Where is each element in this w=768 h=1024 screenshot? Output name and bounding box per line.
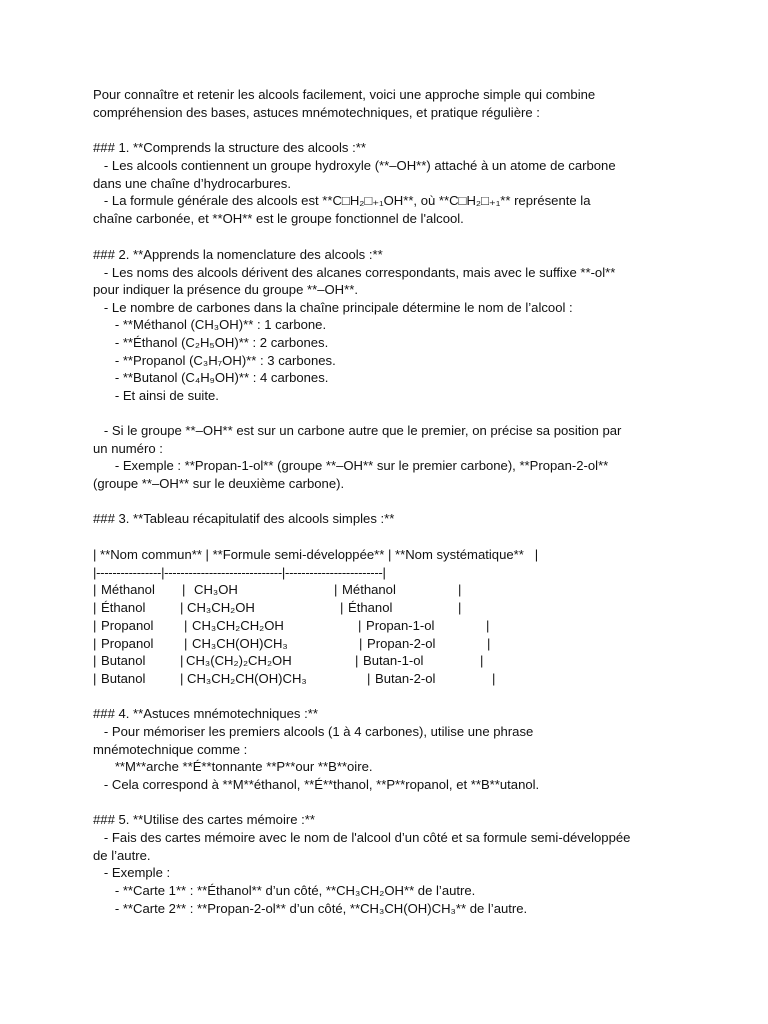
section-1-heading: ### 1. **Comprends la structure des alcools :**: [93, 140, 366, 155]
table-header-line: | **Nom commun** | **Formule semi-développée** | **Nom systématique** |: [93, 547, 539, 562]
table-cell-formule: CH₃OH: [194, 582, 238, 597]
table-cell-nom: Butanol: [101, 671, 146, 686]
section-2-line: - Et ainsi de suite.: [93, 388, 219, 403]
section-2-line: - Si le groupe **–OH** est sur un carbone autre que le premier, on précise sa position par: [93, 423, 622, 438]
section-2-line: - **Propanol (C₃H₇OH)** : 3 carbones.: [93, 353, 336, 368]
section-2-line: - Exemple : **Propan-1-ol** (groupe **–OH** sur le premier carbone), **Propan-2-ol**: [93, 458, 609, 473]
section-1-line: dans une chaîne d’hydrocarbures.: [93, 176, 291, 191]
table-cell-systematique: Méthanol: [342, 582, 396, 597]
table-cell-nom: Méthanol: [101, 582, 155, 597]
table-cell-systematique: Propan-1-ol: [366, 618, 435, 633]
section-2-line: - **Éthanol (C₂H₅OH)** : 2 carbones.: [93, 335, 329, 350]
section-1-line: - Les alcools contiennent un groupe hydroxyle (**–OH**) attaché à un atome de carbone: [93, 158, 616, 173]
table-cell-formule: CH₃CH₂CH₂OH: [192, 618, 284, 633]
section-4-line: mnémotechnique comme :: [93, 742, 248, 757]
section-4-heading: ### 4. **Astuces mnémotechniques :**: [93, 706, 318, 721]
table-cell-formule: CH₃CH₂CH(OH)CH₃: [187, 671, 307, 686]
table-cell-formule: CH₃CH₂OH: [187, 600, 255, 615]
intro-line: compréhension des bases, astuces mnémotechniques, et pratique régulière :: [93, 105, 540, 120]
section-4-line: - Cela correspond à **M**éthanol, **É**thanol, **P**ropanol, et **B**utanol.: [93, 777, 540, 792]
table-cell-systematique: Propan-2-ol: [367, 636, 436, 651]
section-3-heading: ### 3. **Tableau récapitulatif des alcools simples :**: [93, 511, 395, 526]
table-cell-systematique: Éthanol: [348, 600, 393, 615]
table-cell-systematique: Butan-1-ol: [363, 653, 424, 668]
section-5-line: - Exemple :: [93, 865, 171, 880]
section-5-line: - **Carte 2** : **Propan-2-ol** d’un côté, **CH₃CH(OH)CH₃** de l’autre.: [93, 901, 528, 916]
section-4-line: - Pour mémoriser les premiers alcools (1 à 4 carbones), utilise une phrase: [93, 724, 534, 739]
section-5-line: - Fais des cartes mémoire avec le nom de l'alcool d’un côté et sa formule semi-développée: [93, 830, 631, 845]
table-cell-systematique: Butan-2-ol: [375, 671, 436, 686]
table-cell-nom: Propanol: [101, 618, 154, 633]
section-2-line: pour indiquer la présence du groupe **–OH**.: [93, 282, 358, 297]
section-1-line: chaîne carbonée, et **OH** est le groupe fonctionnel de l'alcool.: [93, 211, 464, 226]
section-2-line: - **Butanol (C₄H₉OH)** : 4 carbones.: [93, 370, 329, 385]
section-5-line: - **Carte 1** : **Éthanol** d’un côté, **CH₃CH₂OH** de l’autre.: [93, 883, 476, 898]
table-cell-nom: Butanol: [101, 653, 146, 668]
table-cell-formule: CH₃(CH₂)₂CH₂OH: [186, 653, 292, 668]
section-5-line: de l’autre.: [93, 848, 151, 863]
intro-line: Pour connaître et retenir les alcools facilement, voici une approche simple qui combine: [93, 87, 596, 102]
table-separator-line: |----------------|-----------------------------|------------------------|: [93, 565, 386, 580]
section-2-line: - **Méthanol (CH₃OH)** : 1 carbone.: [93, 317, 327, 332]
section-2-heading: ### 2. **Apprends la nomenclature des alcools :**: [93, 247, 383, 262]
section-2-line: (groupe **–OH** sur le deuxième carbone).: [93, 476, 345, 491]
section-2-line: un numéro :: [93, 441, 163, 456]
section-2-line: - Les noms des alcools dérivent des alcanes correspondants, mais avec le suffixe **-ol**: [93, 265, 616, 280]
section-1-line: - La formule générale des alcools est **C□H₂□₊₁OH**, où **C□H₂□₊₁** représente la: [93, 193, 591, 208]
table-cell-nom: Propanol: [101, 636, 154, 651]
section-2-line: - Le nombre de carbones dans la chaîne principale détermine le nom de l’alcool :: [93, 300, 573, 315]
document-page: Pour connaître et retenir les alcools facilement, voici une approche simple qui combine compréhension des bases, astuces mnémotechniques, et pratique régulière : ### 1. **Comprends la structure des alcools :** - Les alcools contiennent un groupe hydroxyle (**–OH**) attaché à un atome de carbone dans une chaîne d’hydrocarbures. - La formule générale des alcools est **C□H₂□₊₁OH**, où **C□H₂□₊₁** représente la chaîne carbonée, et **OH** est le groupe fonctionnel de l'alcool. ### 2. **Apprends la nomenclature des alcools :** - Les noms des alcools dérivent des alcanes correspondants, mais avec le suffixe **-ol** pour indiquer la présence du groupe **–OH**. - Le nombre de carbones dans la chaîne principale détermine le nom de l’alcool : - **Méthanol (CH₃OH)** : 1 carbone. - **Éthanol (C₂H₅OH)** : 2 carbones. - **Propanol (C₃H₇OH)** : 3 carbones. - **Butanol (C₄H₉OH)** : 4 carbones. - Et ainsi de suite. - Si le groupe **–OH** est sur un carbone autre que le premier, on précise sa position par un numéro : - Exemple : **Propan-1-ol** (groupe **–OH** sur le premier carbone), **Propan-2-ol** (groupe **–OH** sur le deuxième carbone). ### 3. **Tableau récapitulatif des alcools simples :** | **Nom commun** | **Formule semi-développée** | **Nom systématique** | |----------------|-----------------------------|------------------------| | Méthanol | CH₃OH | Méthanol | | Éthanol | CH₃CH₂OH | Éthanol | | Propanol | CH₃CH₂CH₂OH | Propan-1-ol | | Propanol | CH₃CH(OH)CH₃ | Propan-2-ol | | Butanol | CH₃(CH₂)₂CH₂OH | Butan-1-ol | | Butanol | CH₃CH₂CH(OH)CH₃ | Butan-2-ol | ### 4. **Astuces mnémotechniques :** - Pour mémoriser les premiers alcools (1 à 4 carbones), utilise une phrase mnémotechnique comme : **M**arche **É**tonnante **P**our **B**oire. - Cela correspond à **M**éthanol, **É**thanol, **P**ropanol, et **B**utanol. ### 5. **Utilise des cartes mémoire :** - Fais des cartes mémoire avec le nom de l'alcool d’un côté et sa formule semi-développée de l’autre. - Exemple : - **Carte 1** : **Éthanol** d’un côté, **CH₃CH₂OH** de l’autre. - **Carte 2** : **Propan-2-ol** d’un côté, **CH₃CH(OH)CH₃** de l’autre.: [0, 0, 768, 1024]
section-4-line: **M**arche **É**tonnante **P**our **B**oire.: [93, 759, 373, 774]
table-cell-nom: Éthanol: [101, 600, 146, 615]
table-cell-formule: CH₃CH(OH)CH₃: [192, 636, 288, 651]
section-5-heading: ### 5. **Utilise des cartes mémoire :**: [93, 812, 315, 827]
